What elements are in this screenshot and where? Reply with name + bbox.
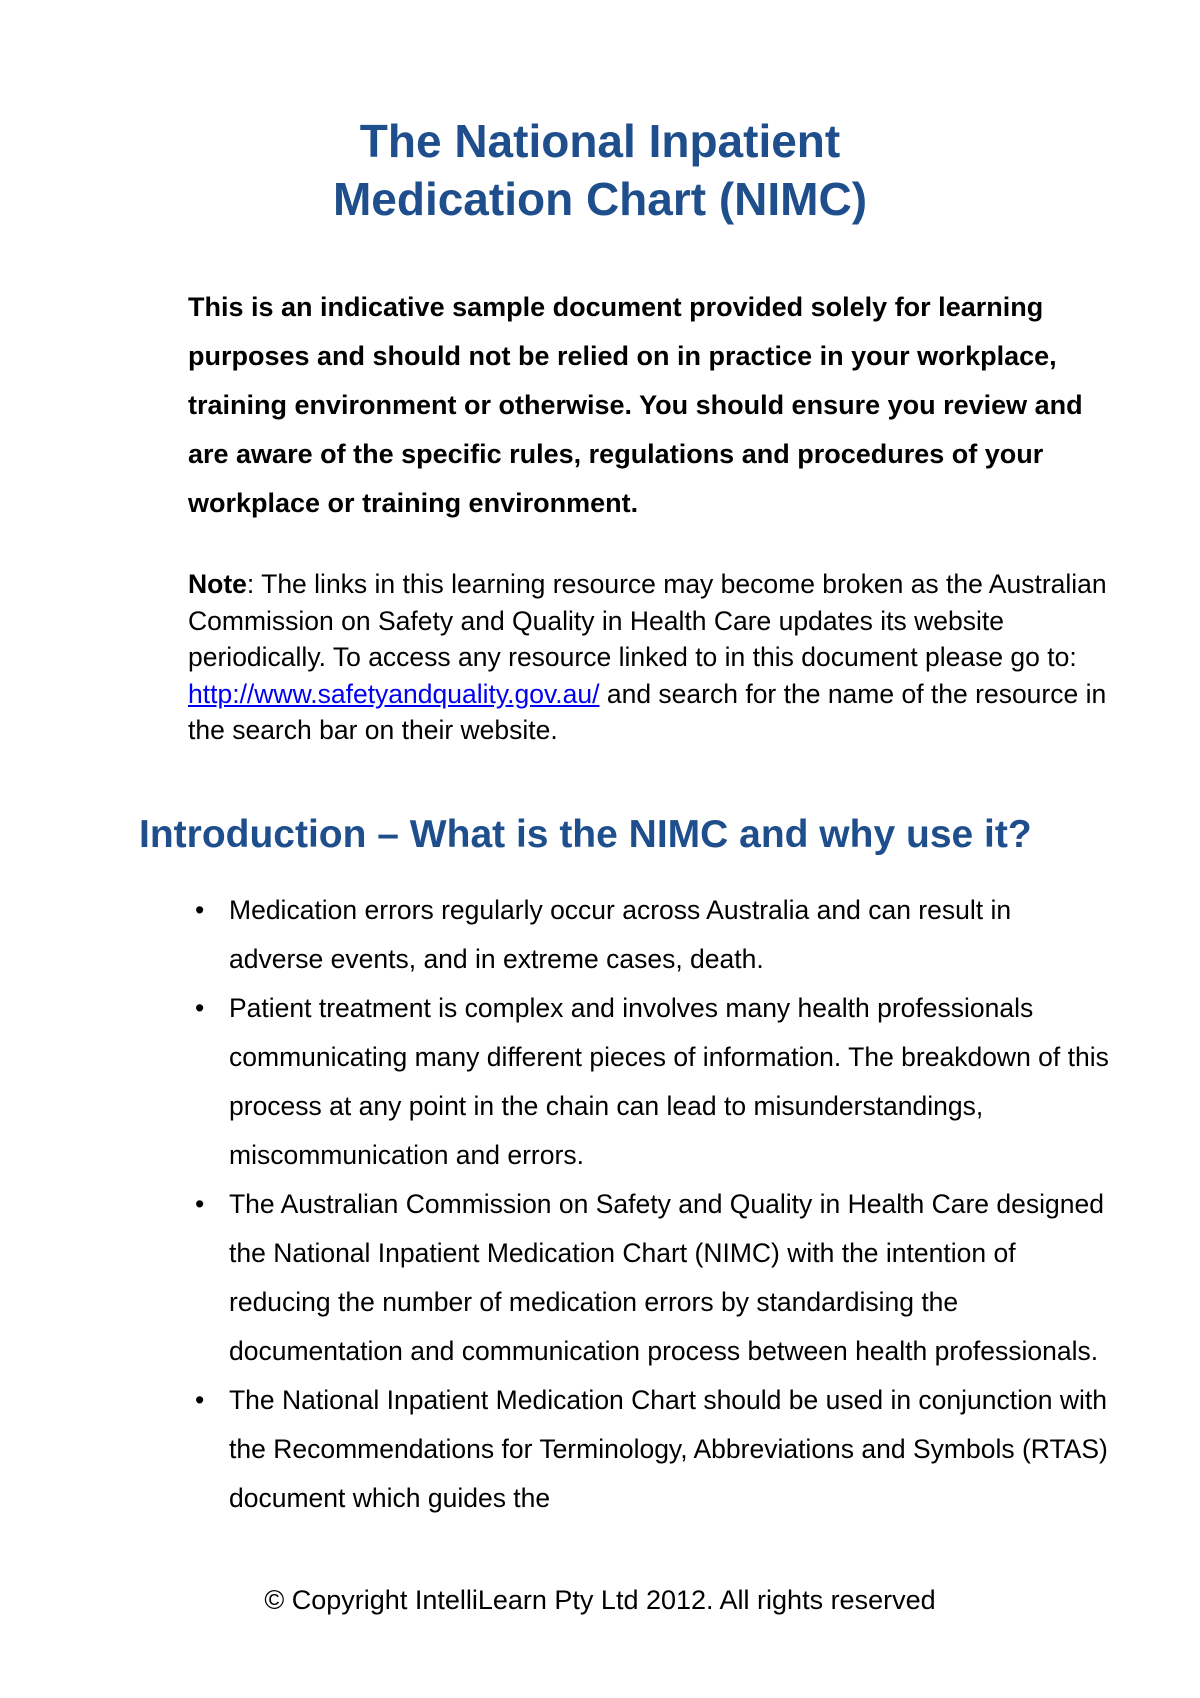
list-item-text: The Australian Commission on Safety and Quality in Health Care designed the National Inpatient Medication Chart (NIMC) with the intention of reducing the number of medication errors by standardising the documentation and communication process between health professionals. (229, 1189, 1104, 1366)
note-label: Note (188, 569, 247, 599)
copyright-footer: © Copyright IntelliLearn Pty Ltd 2012. All rights reserved (264, 1585, 936, 1615)
note-text-before-link: : The links in this learning resource may become broken as the Australian Commission on Safety and Quality in Health Care updates its website periodically. To access any resource linked to in this document please go to: (188, 569, 1107, 672)
list-item-text: Medication errors regularly occur across Australia and can result in adverse events, and in extreme cases, death. (229, 895, 1012, 974)
page-title-line-1: The National Inpatient (359, 115, 841, 167)
bullet-icon: • (195, 1189, 205, 1219)
page-title-line-2: Medication Chart (NIMC) (332, 173, 868, 225)
list-item (195, 1376, 1110, 1523)
bullet-icon: • (195, 1385, 205, 1415)
list-item-text: The National Inpatient Medication Chart should be used in conjunction with the Recommendations for Terminology, Abbreviations and Symbols (RTAS) document which guides the (229, 1385, 1108, 1513)
note-text-after-link: and search for the name of the resource in the search bar on their website. (188, 678, 1107, 745)
introduction-bullet-list (195, 886, 1110, 1523)
section-heading-introduction: Introduction – What is the NIMC and why use it? (139, 813, 1032, 856)
page-title (0, 112, 1200, 228)
list-item-text: Patient treatment is complex and involves many health professionals communicating many different pieces of information. The breakdown of this process at any point in the chain can lead to misunderstandings, miscommunication and errors. (229, 993, 1109, 1170)
bullet-icon: • (195, 993, 205, 1023)
note-paragraph (188, 566, 1108, 749)
list-item (195, 1180, 1110, 1376)
bullet-icon: • (195, 895, 205, 925)
safety-quality-link[interactable]: http://www.safetyandquality.gov.au/ (188, 678, 600, 709)
disclaimer-paragraph: This is an indicative sample document provided solely for learning purposes and should not be relied on in practice in your workplace, training environment or otherwise. You should ensure you review and are aware of the specific rules, regulations and procedures of your workplace or training environment. (188, 292, 1083, 518)
list-item (195, 984, 1110, 1180)
list-item (195, 886, 1110, 984)
